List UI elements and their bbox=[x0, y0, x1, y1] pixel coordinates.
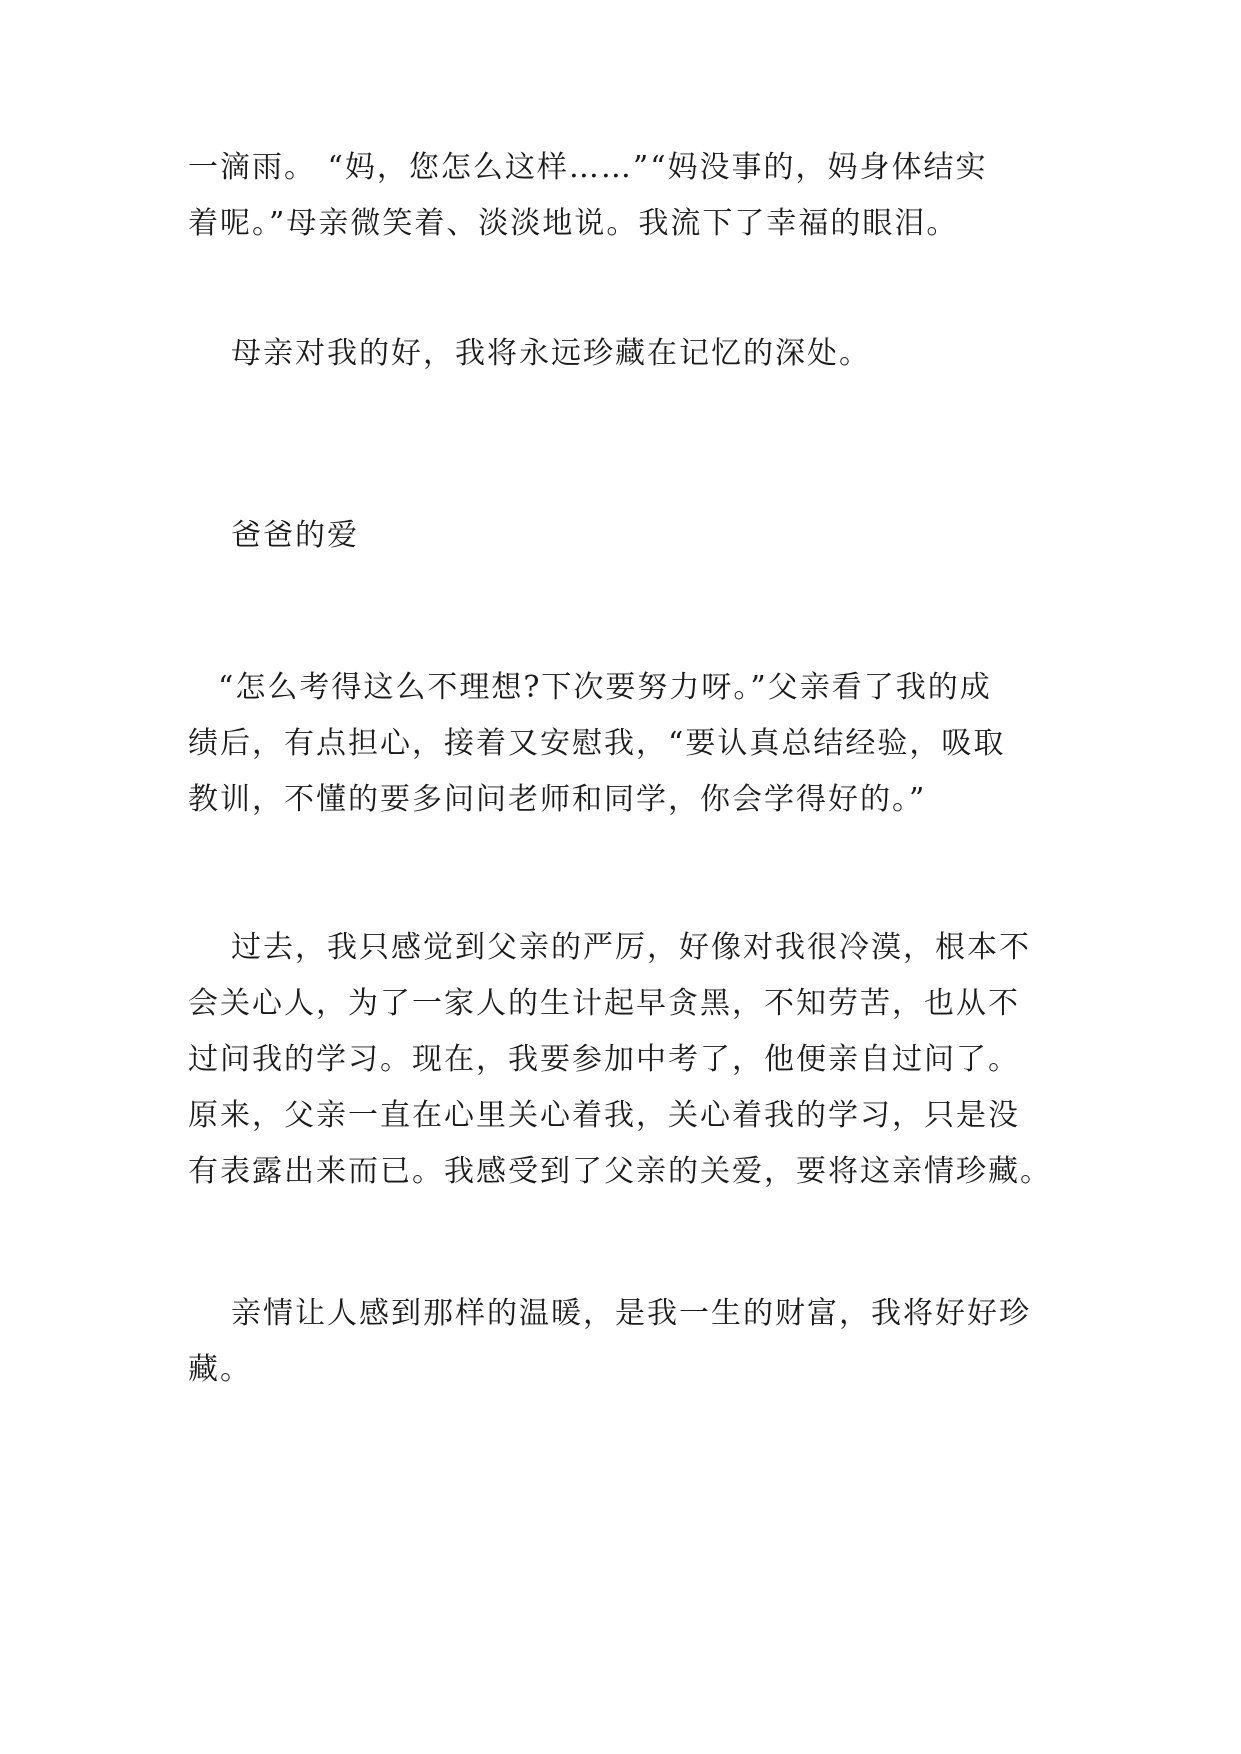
section-heading-father-love bbox=[188, 508, 1058, 564]
text-line: 亲情让人感到那样的温暖，是我一生的财富，我将好好珍 bbox=[231, 1296, 1031, 1331]
text-line: “怎么考得这么不理想?下次要努力呀。”父亲看了我的成 bbox=[218, 670, 992, 705]
text-line: 绩后，有点担心，接着又安慰我，“要认真总结经验，吸取 bbox=[188, 726, 1006, 761]
text-line: 一滴雨。 “妈，您怎么这样……”“妈没事的，妈身体结实 bbox=[188, 150, 988, 185]
text-line: 教训，不懂的要多问问老师和同学，你会学得好的。” bbox=[188, 782, 927, 817]
paragraph-family-warmth bbox=[188, 1286, 1058, 1398]
text-line: 藏。 bbox=[188, 1352, 252, 1387]
paragraph-mother-memory bbox=[188, 326, 1058, 382]
text-line: 有表露出来而已。我感受到了父亲的关爱，要将这亲情珍藏。 bbox=[188, 1154, 1052, 1189]
heading-text: 爸爸的爱 bbox=[231, 518, 359, 553]
text-line: 会关心人，为了一家人的生计起早贪黑，不知劳苦，也从不 bbox=[188, 986, 1020, 1021]
paragraph-father-past bbox=[188, 920, 1058, 1200]
text-line: 着呢。”母亲微笑着、淡淡地说。我流下了幸福的眼泪。 bbox=[188, 206, 959, 241]
text-line: 母亲对我的好，我将永远珍藏在记忆的深处。 bbox=[231, 336, 871, 371]
paragraph-mother-rain bbox=[188, 140, 1058, 252]
text-line: 过去，我只感觉到父亲的严厉，好像对我很冷漠，根本不 bbox=[231, 930, 1031, 965]
paragraph-father-dialogue bbox=[188, 660, 1088, 716]
text-line: 过问我的学习。现在，我要参加中考了，他便亲自过问了。 bbox=[188, 1042, 1020, 1077]
paragraph-father-dialogue-cont bbox=[188, 716, 1058, 828]
text-line: 原来，父亲一直在心里关心着我，关心着我的学习，只是没 bbox=[188, 1098, 1020, 1133]
